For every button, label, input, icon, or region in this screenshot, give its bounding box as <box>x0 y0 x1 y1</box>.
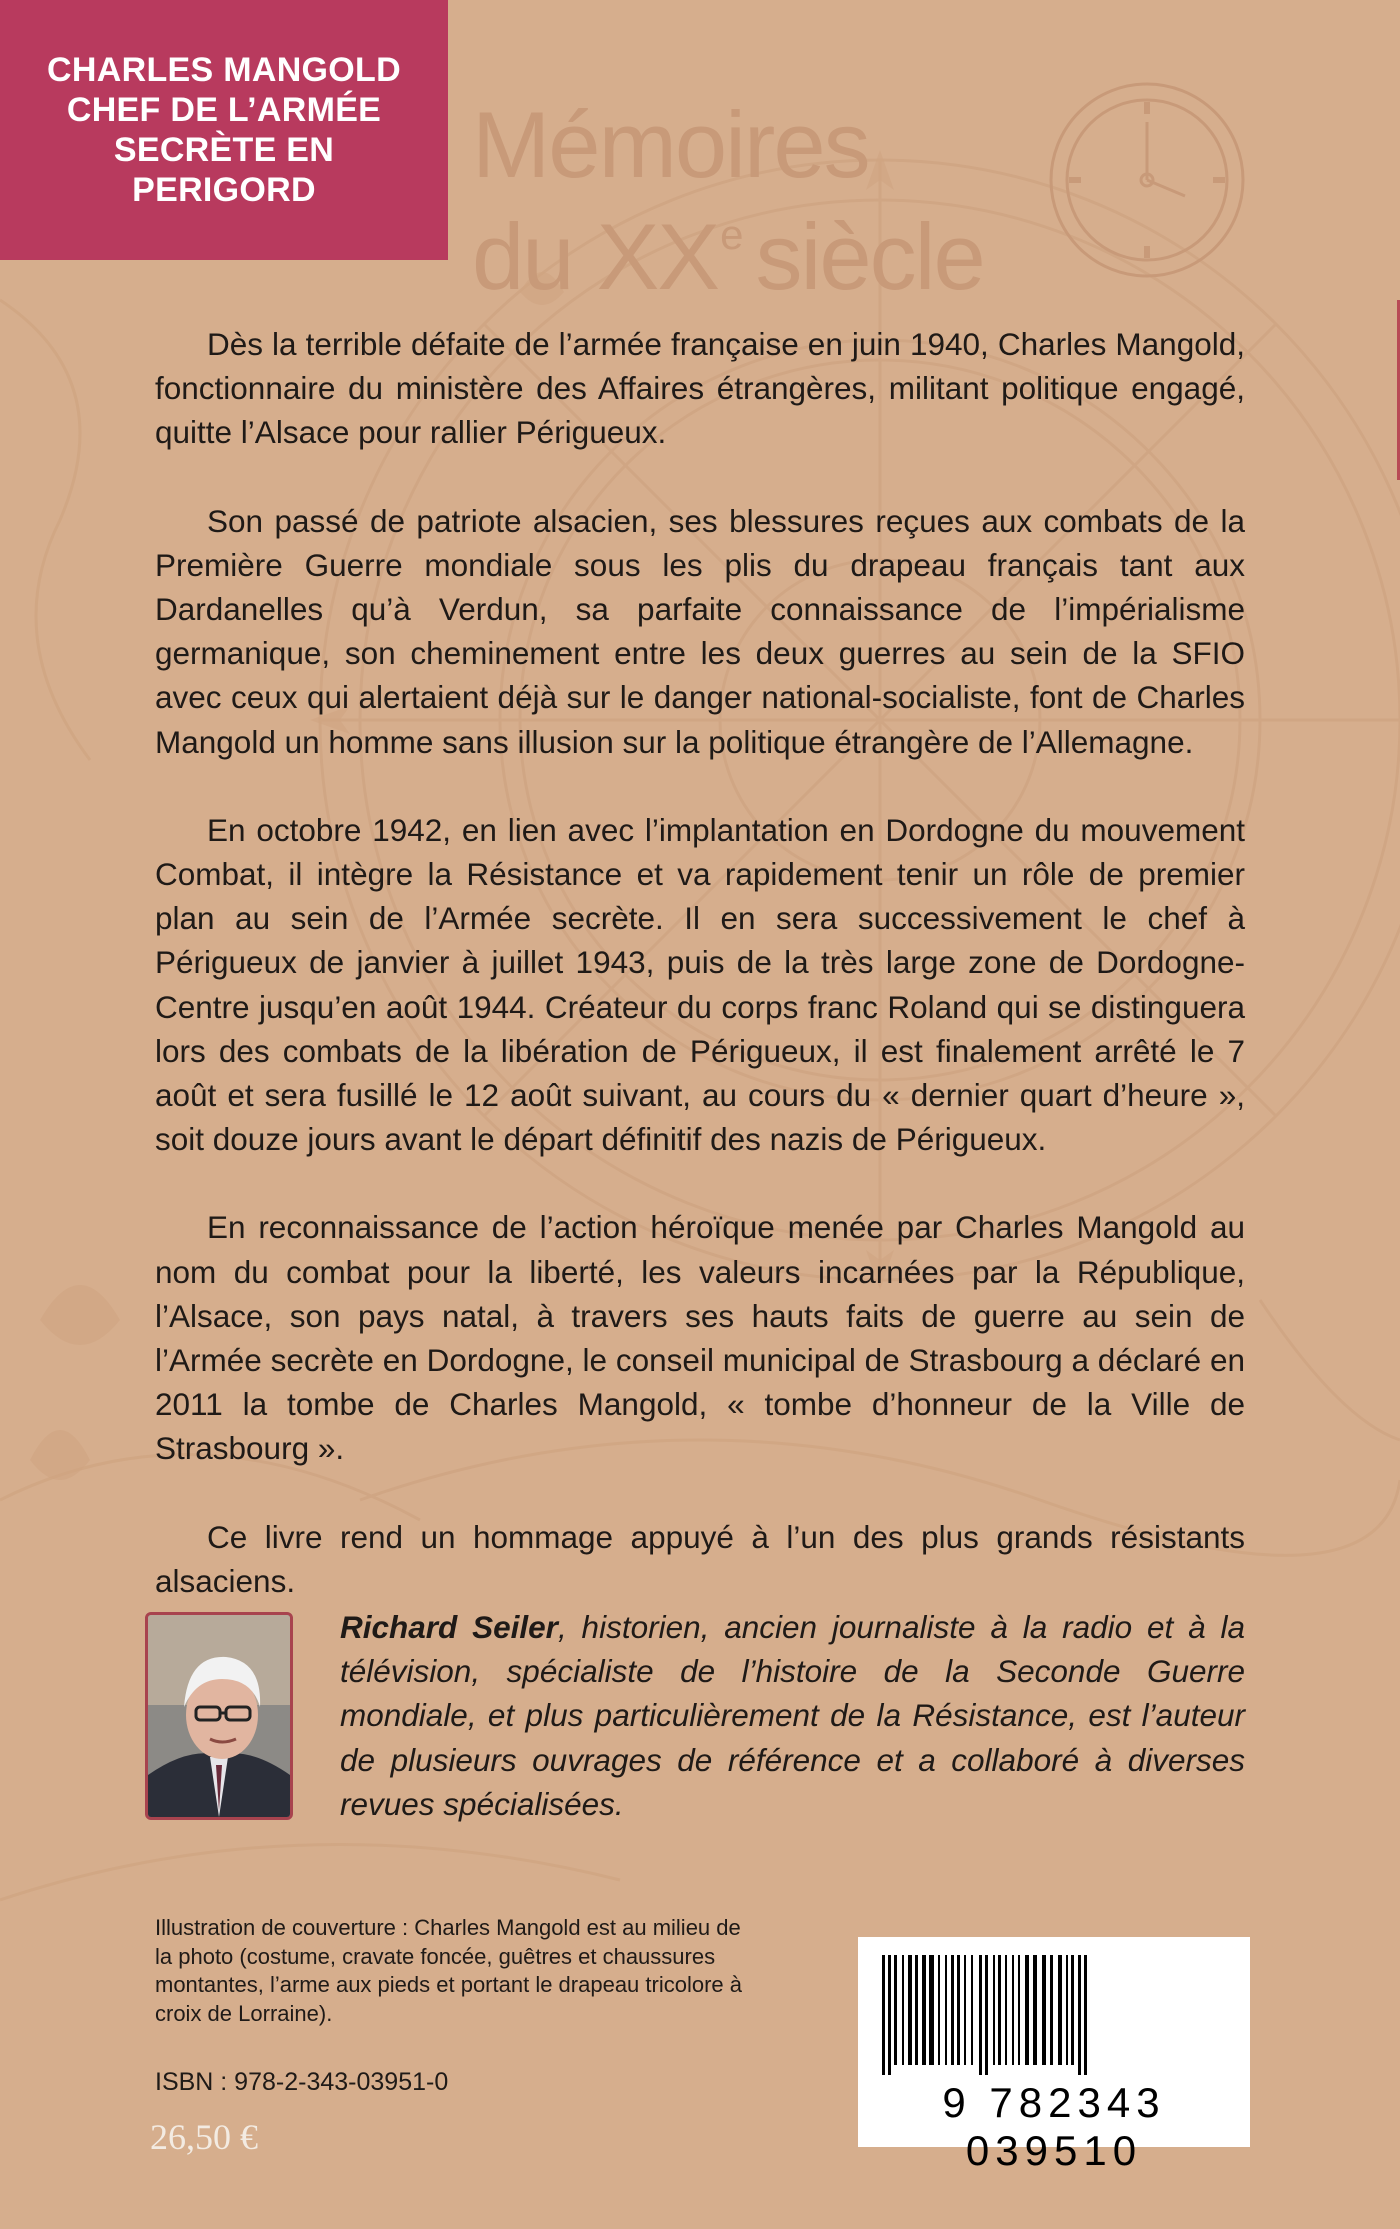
series-title <box>472 92 1052 309</box>
barcode-bar <box>894 1955 897 2065</box>
paragraph-3: En octobre 1942, en lien avec l’implantation en Dordogne du mouvement Combat, il intègre la Résistance et va rapidement tenir un rôle de premier plan au sein de l’Armée secrète. Il en sera successivement le chef à Périgueux de janvier à juillet 1943, puis de la très large zone de Dordogne-Centre jusqu’en août 1944. Créateur du corps franc Roland qui se distinguera lors des combats de la libération de Périgueux, il est finalement arrêté le 7 août et sera fusillé le 12 août suivant, au cours du « dernier quart d’heure », soit douze jours avant le départ définitif des nazis de Périgueux. <box>155 811 1245 1158</box>
clock-icon <box>1045 78 1250 283</box>
series-title-suffix: siècle <box>755 204 984 309</box>
barcode-digits: 9 782343 039510 <box>942 2079 1166 2174</box>
barcode-bar <box>1005 1955 1007 2065</box>
barcode-bar <box>1058 1955 1062 2065</box>
barcode-bar <box>1084 1955 1087 2075</box>
cover-title-line-3: SECRÈTE EN <box>113 131 335 169</box>
series-title-line-2 <box>472 190 1052 309</box>
barcode-bar <box>951 1955 954 2065</box>
author-name: Richard Seiler <box>340 1609 558 1645</box>
author-bio-text: , historien, ancien journaliste à la radio et à la télévision, spécialiste de l’histoire de la Seconde Guerre mondiale, et plus particulièrement de la Résistance, est l’auteur de plusieurs ouvrages de référence et a collaboré à diverses revues spécialisées. <box>340 1609 1246 1822</box>
barcode-bar <box>964 1955 966 2065</box>
cover-title-box <box>0 0 448 260</box>
barcode-bar <box>1066 1955 1068 2065</box>
barcode-bar <box>922 1955 926 2065</box>
barcode-bar <box>1025 1955 1029 2065</box>
paragraph-4: En reconnaissance de l’action héroïque menée par Charles Mangold au nom du combat pour la liberté, les valeurs incarnées par la République, l’Alsace, son pays natal, à travers ses hauts faits de guerre au sein de l’Armée secrète en Dordogne, le conseil municipal de Strasbourg a déclaré en 2011 la tombe de Charles Mangold, « tombe d’honneur de la Ville de Strasbourg ». <box>155 1209 1245 1467</box>
barcode-bar <box>1012 1955 1014 2065</box>
barcode-bar <box>1042 1955 1046 2065</box>
barcode-bar <box>1050 1955 1053 2065</box>
barcode-bar <box>888 1955 891 2075</box>
barcode-bar <box>915 1955 918 2065</box>
barcode-bar <box>1018 1955 1020 2065</box>
barcode-bar <box>908 1955 912 2065</box>
barcode-bar <box>1071 1955 1074 2065</box>
paragraph-1: Dès la terrible défaite de l’armée française en juin 1940, Charles Mangold, fonctionnaire du ministère des Affaires étrangères, militant politique engagé, quitte l’Alsace pour rallier Périgueux. <box>155 326 1245 451</box>
cover-title-line-2: CHEF DE L’ARMÉE <box>66 91 382 129</box>
cover-title-line-4: PERIGORD <box>132 171 316 209</box>
price: 26,50 € <box>150 2117 258 2157</box>
barcode-bar <box>1033 1955 1037 2065</box>
author-portrait-image <box>148 1615 290 1817</box>
series-title-sup: e <box>720 211 742 258</box>
barcode-bar <box>985 1955 988 2075</box>
barcode-bar <box>938 1955 940 2065</box>
cover-illustration-note: Illustration de couverture : Charles Mangold est au milieu de la photo (costume, cravate foncée, guêtres et chaussures montantes, l’arme aux pieds et portant le drapeau tricolore à croix de Lorraine). <box>155 1915 742 2026</box>
back-cover-text <box>155 322 1245 1647</box>
barcode-bar <box>929 1955 934 2065</box>
series-title-prefix: du XX <box>472 204 719 309</box>
barcode-bar <box>882 1955 885 2075</box>
isbn: ISBN : 978-2-343-03951-0 <box>155 2068 449 2096</box>
barcode-bar <box>902 1955 904 2065</box>
barcode-bar <box>993 1955 995 2065</box>
barcode-bar <box>979 1955 982 2075</box>
barcode-bars <box>878 1955 1230 2075</box>
barcode-bar <box>957 1955 960 2065</box>
barcode-bar <box>945 1955 947 2065</box>
series-title-line-1: Mémoires <box>472 92 869 197</box>
paragraph-2: Son passé de patriote alsacien, ses blessures reçues aux combats de la Première Guerre mondiale sous les plis du drapeau français tant aux Dardanelles qu’à Verdun, sa parfaite connaissance de l’impérialisme germanique, son cheminement entre les deux guerres au sein de la SFIO avec ceux qui alertaient déjà sur le danger national-socialiste, font de Charles Mangold un homme sans illusion sur la politique étrangère de l’Allemagne. <box>155 502 1245 760</box>
barcode-bar <box>1078 1955 1081 2075</box>
author-photo <box>145 1612 293 1820</box>
barcode-bar <box>998 1955 1001 2065</box>
author-bio <box>340 1605 1245 1826</box>
barcode-bar <box>971 1955 973 2065</box>
cover-title-line-1: CHARLES MANGOLD <box>47 51 401 89</box>
barcode <box>858 1937 1250 2174</box>
paragraph-5: Ce livre rend un hommage appuyé à l’un des plus grands résistants alsaciens. <box>155 1518 1245 1599</box>
